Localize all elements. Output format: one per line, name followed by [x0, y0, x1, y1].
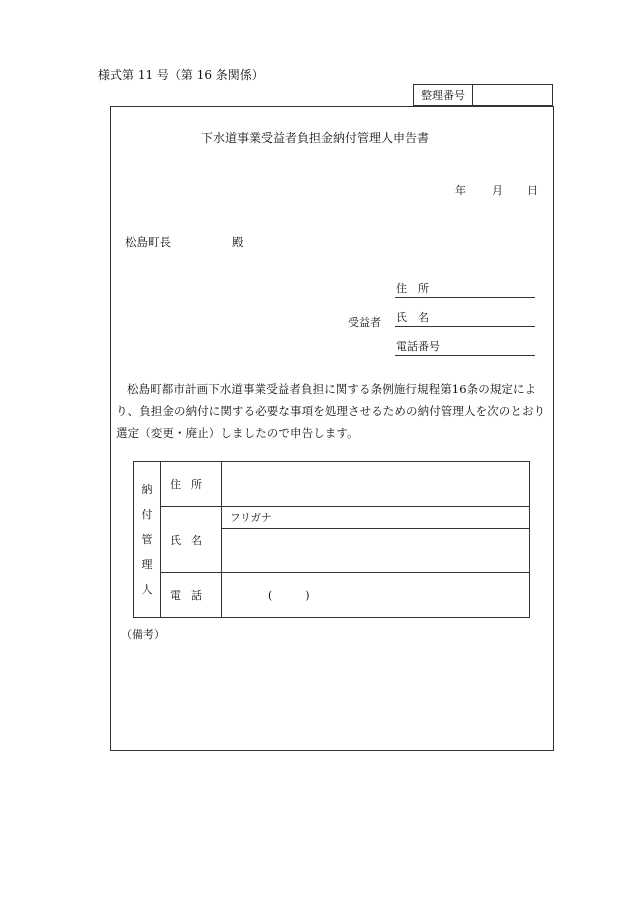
- agent-name-label: 氏名: [161, 507, 222, 573]
- agent-address-field[interactable]: [222, 462, 530, 507]
- management-number-field[interactable]: [473, 85, 552, 105]
- addressee-honorific: 殿: [232, 235, 244, 249]
- agent-furigana-field[interactable]: [222, 507, 530, 529]
- agent-group-char: 付: [141, 508, 153, 521]
- agent-group-char: 管: [141, 533, 153, 546]
- agent-table: [133, 461, 530, 618]
- date-day: 日: [527, 184, 538, 197]
- addressee-name: 松島町長: [125, 235, 171, 249]
- applicant-phone-field[interactable]: [395, 341, 535, 356]
- agent-group-char: 理: [141, 558, 153, 571]
- agent-name-field[interactable]: [222, 529, 530, 573]
- management-number-box: [413, 84, 553, 106]
- applicant-address-field[interactable]: [395, 283, 535, 298]
- agent-address-label: 住所: [161, 462, 222, 507]
- applicant-name-label: 氏 名: [396, 311, 429, 324]
- agent-phone-label: 電話: [161, 573, 222, 618]
- declaration-text: 松島町都市計画下水道事業受益者負担に関する条例施行規程第16条の規定により、負担金の納付に関する必要な事項を処理させるための納付管理人を次のとおり選定（変更・廃止）しましたので申告します。: [116, 382, 546, 440]
- agent-group-char: 人: [141, 583, 153, 596]
- applicant-group-label: 受益者: [348, 316, 381, 329]
- furigana-label: フリガナ: [230, 512, 272, 524]
- form-title: 下水道事業受益者負担金納付管理人申告書: [200, 131, 429, 145]
- form-number: 様式第 11 号（第 16 条関係）: [98, 68, 264, 82]
- agent-phone-field[interactable]: [222, 573, 530, 618]
- date-month: 月: [492, 184, 503, 197]
- date-year: 年: [455, 184, 466, 197]
- management-number-label: 整理番号: [414, 85, 473, 105]
- applicant-name-field[interactable]: [395, 312, 535, 327]
- phone-parens: ( ): [268, 589, 310, 602]
- applicant-phone-label: 電話番号: [396, 340, 440, 353]
- applicant-address-label: 住 所: [396, 282, 429, 295]
- agent-group-char: 納: [141, 483, 153, 496]
- agent-group-label: [134, 462, 161, 618]
- remarks-label: （備考）: [121, 628, 165, 641]
